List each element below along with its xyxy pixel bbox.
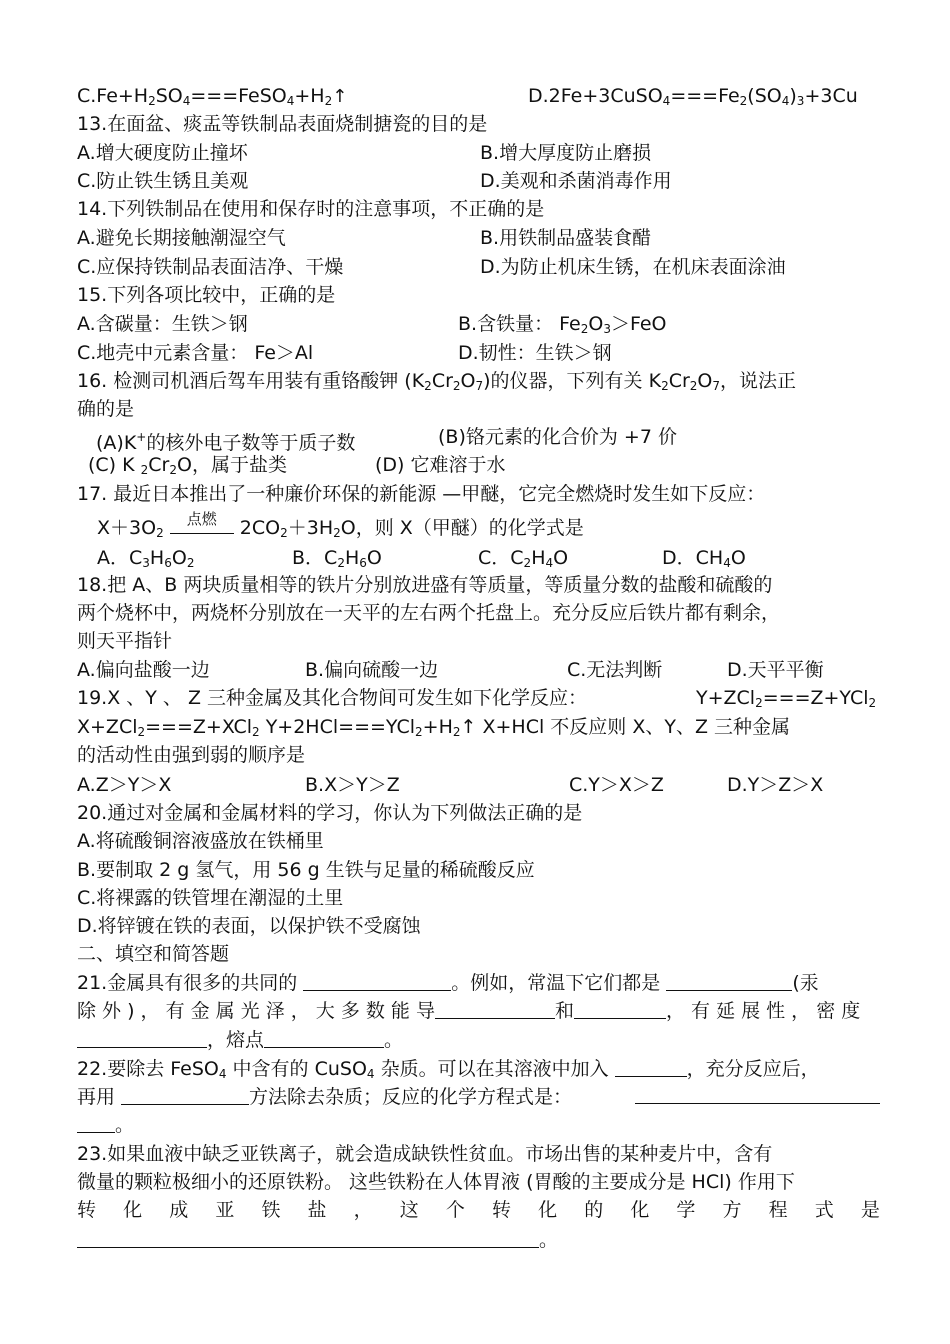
q12-option-d: $D.2Fe+3CuSO_4===Fe_2(SO_4)_3+3Cu$ (528, 85, 858, 108)
q18-option-a: A.偏向盐酸一边 (77, 659, 210, 681)
q21-line-1: 21.金属具有很多的共同的 。例如，常温下它们都是 (汞 (77, 972, 819, 994)
q20-option-b: B.要制取 2 g 氢气，用 56 g 生铁与足量的稀硫酸反应 (77, 859, 535, 881)
q17-option-b: B．$C_2H_6O$ (292, 547, 382, 570)
q23-blank-1[interactable] (77, 1229, 539, 1248)
q15-option-d: D.韧性：生铁＞钢 (458, 342, 612, 364)
q13-stem: 13.在面盆、痰盂等铁制品表面烧制搪瓷的目的是 (77, 113, 488, 135)
q15-stem: 15.下列各项比较中，正确的是 (77, 284, 336, 306)
q20-option-a: A.将硫酸铜溶液盛放在铁桶里 (77, 830, 324, 852)
q17-stem: 17. 最近日本推出了一种廉价环保的新能源 —甲醚，它完全燃烧时发生如下反应： (77, 483, 766, 505)
q13-option-c: C.防止铁生锈且美观 (77, 170, 249, 192)
q21-blank-4[interactable] (574, 1000, 666, 1019)
q18-option-c: C.无法判断 (567, 659, 663, 681)
q14-option-a: A.避免长期接触潮湿空气 (77, 227, 286, 249)
q23-line-3: 转 化 成 亚 铁 盐 ， 这 个 转 化 的 化 学 方 程 式 是 (77, 1199, 880, 1221)
q15-option-a: A.含碳量：生铁＞钢 (77, 313, 248, 335)
q16-option-c: (C) K $_2Cr_2O$，属于盐类 (88, 454, 287, 477)
q22-blank-4[interactable] (77, 1114, 115, 1133)
q18-stem-3: 则天平指针 (77, 630, 173, 652)
q20-stem: 20.通过对金属和金属材料的学习，你认为下列做法正确的是 (77, 802, 583, 824)
q18-stem-2: 两个烧杯中，两烧杯分别放在一天平的左右两个托盘上。充分反应后铁片都有剩余， (77, 602, 781, 624)
q12-option-c: $C.Fe+H_2SO_4===FeSO_4+H_2↑$ (77, 85, 348, 108)
q21-line-3: ，熔点 。 (77, 1028, 880, 1052)
q18-option-b: B.偏向硫酸一边 (305, 659, 439, 681)
q14-option-b: B.用铁制品盛装食醋 (480, 227, 652, 249)
q23-line-4: 。 (77, 1228, 880, 1252)
q22-line-3: 。 (77, 1113, 880, 1137)
q21-blank-6[interactable] (264, 1029, 384, 1048)
q16-option-d: (D) 它难溶于水 (375, 454, 506, 476)
q23-line-1: 23.如果血液中缺乏亚铁离子，就会造成缺铁性贫血。市场出售的某种麦片中，含有 (77, 1143, 773, 1165)
q21-line-2: 除 外 ) ， 有 金 属 光 泽 ， 大 多 数 能 导 和 ， 有 延 展 性 ， 密 度 (77, 1000, 861, 1022)
q16-option-a: (A)K+的核外电子数等于质子数 (96, 430, 356, 454)
q14-option-c: C.应保持铁制品表面洁净、干燥 (77, 256, 344, 278)
q22-line-1: 22.要除去 FeSO$_4$ 中含有的 CuSO$_4$ 杂质。可以在其溶液中加入 ，充分反应后， (77, 1058, 820, 1081)
q21-blank-3[interactable] (435, 1000, 555, 1019)
q19-stem-2: X+ZCl$_2$===Z+XCl$_2$ $Y+2HCl===YCl_2+H_2↑$ X+HCl 不反应则 X、Y、Z 三种金属 (77, 716, 791, 739)
q22-blank-2[interactable] (121, 1086, 249, 1105)
q19-reaction-1: Y+ZCl$_2$===Z+YCl$_2$ (696, 687, 877, 710)
q13-option-d: D.美观和杀菌消毒作用 (480, 170, 672, 192)
q17-option-d: D．$CH_4O$ (662, 547, 746, 570)
q19-option-d: D.Y＞Z＞X (727, 774, 824, 796)
q18-stem-1: 18.把 A、B 两块质量相等的铁片分别放进盛有等质量，等质量分数的盐酸和硫酸的 (77, 574, 773, 596)
q22-blank-1[interactable] (615, 1058, 687, 1077)
q22-blank-3[interactable] (635, 1085, 880, 1104)
q15-option-c: C.地壳中元素含量： Fe＞Al (77, 342, 314, 364)
section-heading: 二、填空和简答题 (77, 943, 230, 965)
q19-option-a: A.Z＞Y＞X (77, 774, 172, 796)
ignite-condition: 点燃 (170, 521, 234, 534)
q17-option-a: A．$C_3H_6O_2$ (97, 547, 195, 570)
q16-option-b: (B)铬元素的化合价为 +7 价 (438, 426, 677, 448)
q23-line-2: 微量的颗粒极细小的还原铁粉。 这些铁粉在人体胃液 (胃酸的主要成分是 HCl) 作用下 (77, 1171, 795, 1193)
q21-blank-2[interactable] (666, 972, 792, 991)
q19-option-b: B.X＞Y＞Z (305, 774, 400, 796)
q13-option-a: A.增大硬度防止撞坏 (77, 142, 248, 164)
q14-stem: 14.下列铁制品在使用和保存时的注意事项，不正确的是 (77, 198, 545, 220)
q20-option-c: C.将裸露的铁管埋在潮湿的土里 (77, 887, 344, 909)
q22-line-2: 再用 方法除去杂质；反应的化学方程式是： (77, 1085, 880, 1109)
q19-stem-3: 的活动性由强到弱的顺序是 (77, 744, 306, 766)
q21-blank-1[interactable] (303, 972, 451, 991)
q17-option-c: C．$C_2H_4O$ (478, 547, 569, 570)
q14-option-d: D.为防止机床生锈，在机床表面涂油 (480, 256, 786, 278)
q21-blank-5[interactable] (77, 1029, 207, 1048)
q20-option-d: D.将锌镀在铁的表面，以保护铁不受腐蚀 (77, 915, 421, 937)
q15-option-b: B.含铁量： $Fe_2O_3>FeO$ (458, 313, 667, 336)
q16-stem: 16. 检测司机酒后驾车用装有重铬酸钾 $(K_2Cr_2O_7)$的仪器，下列有关 $K_2Cr_2O_7$，说法正 (77, 370, 797, 393)
q18-option-d: D.天平平衡 (727, 659, 824, 681)
q19-option-c: C.Y＞X＞Z (569, 774, 664, 796)
q16-stem-2: 确的是 (77, 398, 135, 420)
q13-option-b: B.增大厚度防止磨损 (480, 142, 652, 164)
